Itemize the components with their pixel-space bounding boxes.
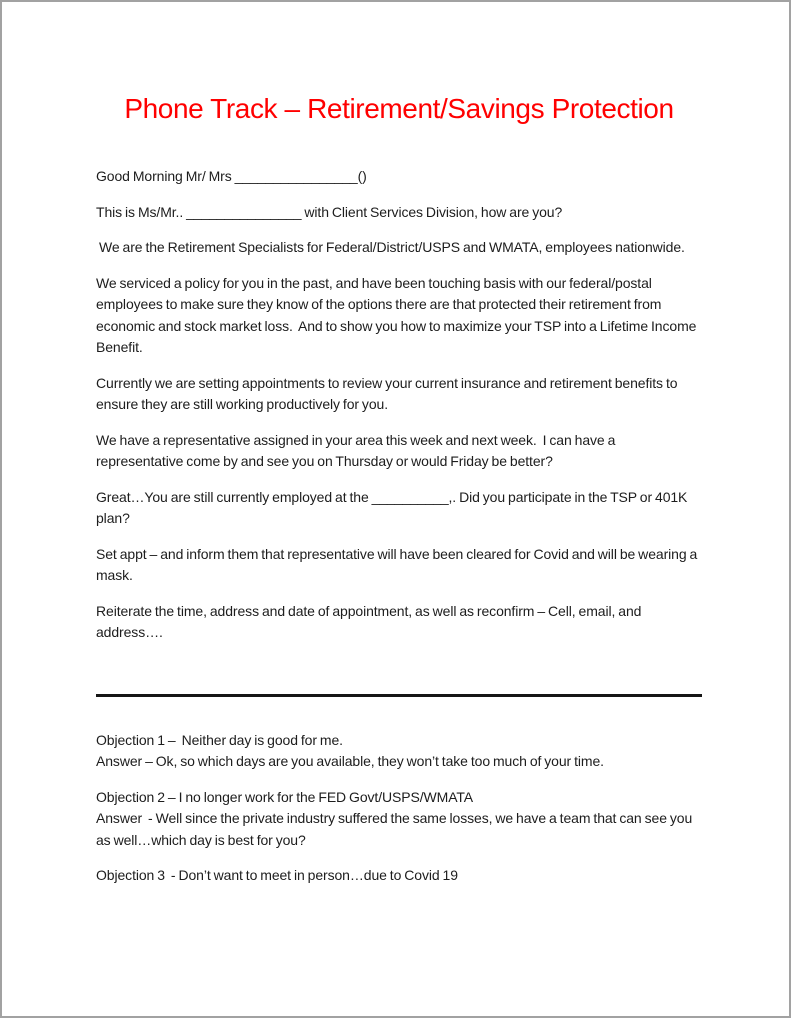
- section-divider: [96, 694, 702, 697]
- objection-block-2: [96, 787, 702, 852]
- script-paragraph-appointments: Currently we are setting appointments to review your current insurance and retirement benefits to ensure they are still working productively for you.: [96, 374, 681, 412]
- answer-1-line: Answer – Ok, so which days are you available, they won’t take too much of your time.: [96, 753, 604, 769]
- script-paragraph-set-appt: Set appt – and inform them that representative will have been cleared for Covid and will be wearing a mask.: [96, 545, 701, 583]
- objection-1-line: Objection 1 – Neither day is good for me.: [96, 731, 343, 748]
- objection-3-line: Objection 3 - Don’t want to meet in person…due to Covid 19: [96, 867, 458, 883]
- objection-2-line: Objection 2 – I no longer work for the FED Govt/USPS/WMATA: [96, 788, 474, 805]
- objection-block-3: [96, 865, 702, 887]
- objection-block-1: [96, 730, 702, 773]
- script-paragraph-greeting: Good Morning Mr/ Mrs ________________(): [96, 168, 367, 184]
- script-paragraph-employment-question: Great…You are still currently employed at the __________,. Did you participate in the TSP or 401K plan?: [96, 488, 691, 526]
- script-paragraph-representative: We have a representative assigned in your area this week and next week. I can have a representative come by and see you on Thursday or would Friday be better?: [96, 431, 619, 469]
- document-title: Phone Track – Retirement/Savings Protection: [124, 93, 674, 124]
- script-paragraph-introduction: This is Ms/Mr.. _______________ with Client Services Division, how are you?: [96, 203, 563, 220]
- answer-2-line: Answer - Well since the private industry suffered the same losses, we have a team that can see you as well…which day is best for you?: [96, 810, 696, 848]
- script-paragraph-reiterate: Reiterate the time, address and date of appointment, as well as reconfirm – Cell, email, and address….: [96, 602, 645, 640]
- script-paragraph-specialists: We are the Retirement Specialists for Federal/District/USPS and WMATA, employees nationwide.: [96, 239, 685, 255]
- document-content: [2, 2, 789, 887]
- script-paragraph-serviced-policy: We serviced a policy for you in the past, and have been touching basis with our federal/postal employees to make sure they know of the options there are that protected their retirement from economic and stock market loss. And to show you how to maximize your TSP into a Lifetime Income Benefit.: [96, 274, 700, 355]
